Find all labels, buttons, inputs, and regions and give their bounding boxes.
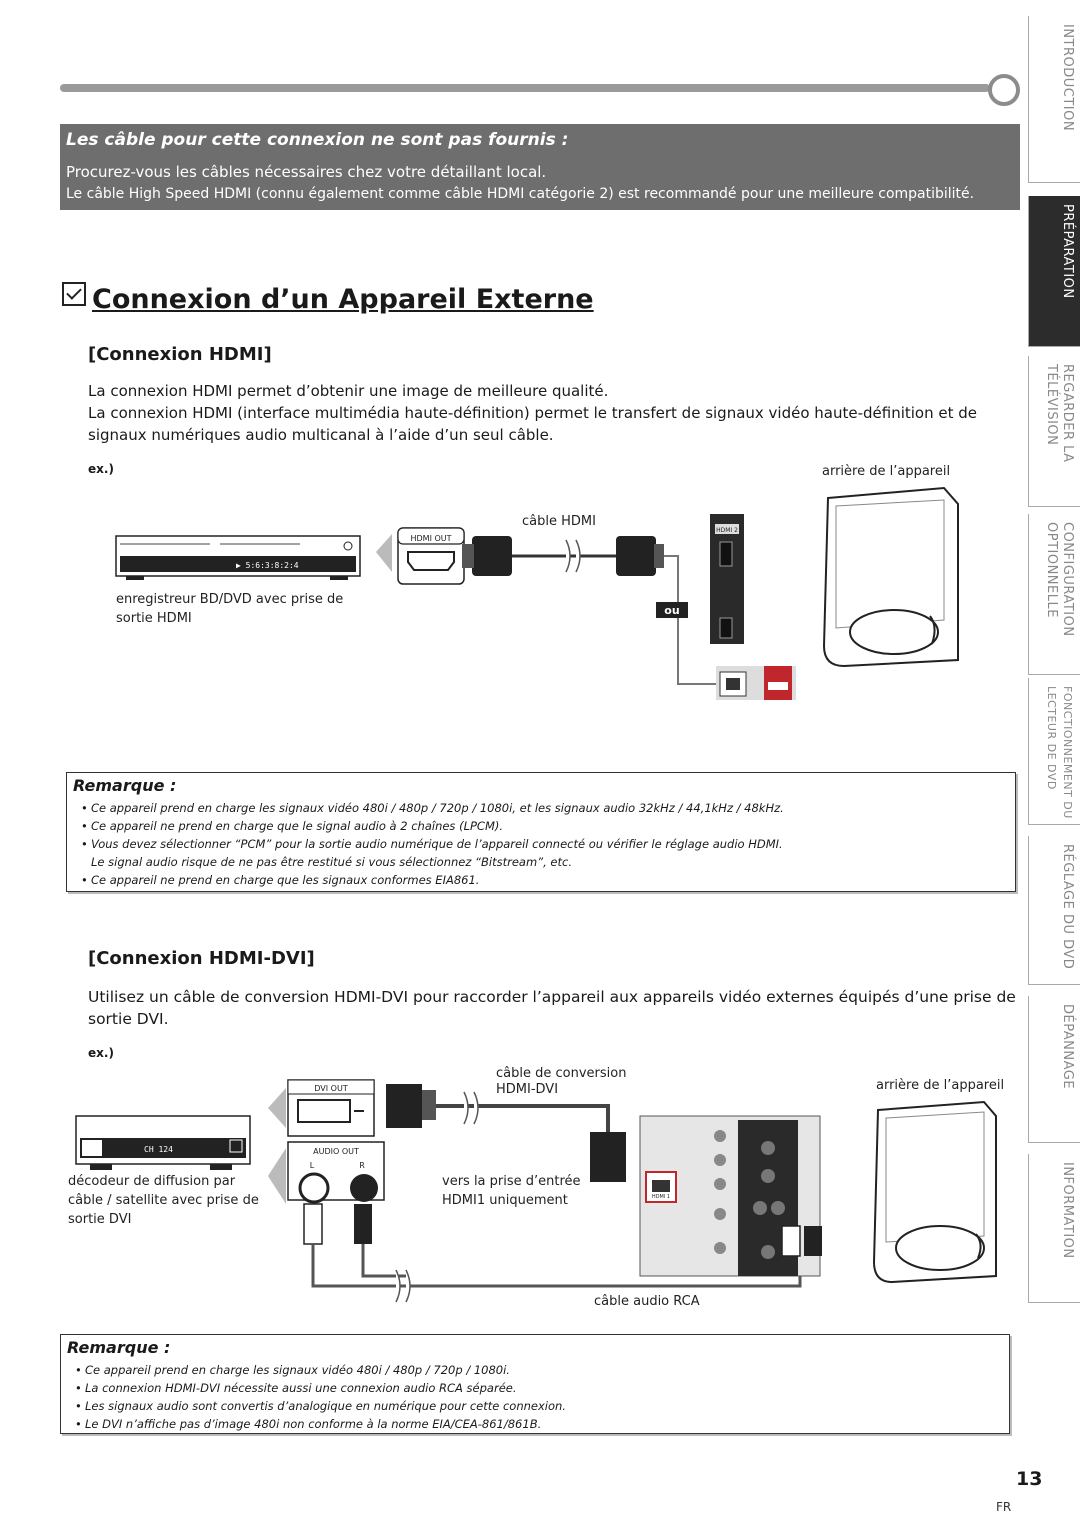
tv-silhouette bbox=[824, 488, 958, 666]
tab-configuration-optionnelle[interactable]: CONFIGURATION OPTIONNELLE bbox=[1028, 514, 1080, 675]
dvi-rear-label: arrière de l’appareil bbox=[876, 1078, 1005, 1093]
list-item: • Vous devez sélectionner “PCM” pour la sortie audio numérique de l’appareil connecté ou vérifier le réglage audio HDMI. bbox=[81, 837, 783, 851]
hdmi-out-port bbox=[398, 528, 464, 584]
dvi-out-port bbox=[288, 1080, 374, 1136]
remark-2-title: Remarque : bbox=[67, 1338, 171, 1357]
hdmi-plug-right bbox=[616, 536, 656, 576]
list-item: • Ce appareil ne prend en charge que les signaux conformes EIA861. bbox=[81, 873, 480, 887]
remark-box-2 bbox=[60, 1334, 1010, 1434]
banner-line-2: Le câble High Speed HDMI (connu également comme câble HDMI catégorie 2) est recommandé pour une meilleure compatibilité. bbox=[66, 186, 975, 202]
hdmi-subtitle: [Connexion HDMI] bbox=[88, 344, 272, 365]
remark-2-list bbox=[75, 1361, 566, 1433]
banner-line-1: Procurez-vous les câbles nécessaires chez votre détaillant local. bbox=[66, 163, 547, 181]
tab-information[interactable]: INFORMATION bbox=[1028, 1154, 1080, 1303]
section-title bbox=[62, 282, 594, 315]
tv-hdmi2-label: HDMI 2 bbox=[716, 527, 738, 534]
remark-1-title: Remarque : bbox=[73, 776, 177, 795]
tab-regarder-la-television[interactable]: REGARDER LA TÉLÉVISION bbox=[1028, 356, 1080, 507]
list-item: • Le DVI n’affiche pas d’image 480i non conforme à la norme EIA/CEA-861/861B. bbox=[75, 1417, 542, 1431]
hdmi-diagram bbox=[60, 470, 1020, 710]
hdmi-rear-label: arrière de l’appareil bbox=[822, 464, 951, 479]
list-item: Le signal audio risque de ne pas être restitué si vous sélectionnez “Bitstream”, etc. bbox=[91, 855, 572, 869]
hdmi-para-2: La connexion HDMI (interface multimédia haute-définition) permet le transfert de signaux vidéo haute-définition et de signaux numériques audio multicanal à l’aide d’un seul câble. bbox=[88, 404, 978, 444]
tab-depannage[interactable]: DÉPANNAGE bbox=[1028, 996, 1080, 1143]
dvi-input-label: vers la prise d’entrée HDMI1 uniquement bbox=[442, 1174, 581, 1208]
dvi-plug bbox=[386, 1084, 422, 1128]
pointer-wedge bbox=[376, 534, 392, 572]
tab-preparation[interactable]: PRÉPARATION bbox=[1028, 196, 1080, 347]
remark-1-list bbox=[81, 799, 784, 889]
language-code: FR bbox=[996, 1500, 1012, 1514]
audio-out-label: AUDIO OUT bbox=[313, 1147, 359, 1156]
tv-hdmi1-label: HDMI 1 bbox=[651, 1194, 671, 1200]
tab-fonctionnement-dvd[interactable]: FONCTIONNEMENT DU LECTEUR DE DVD bbox=[1028, 678, 1080, 825]
dvi-para: Utilisez un câble de conversion HDMI-DVI pour raccorder l’appareil aux appareils vidéo externes équipés d’une prise de sortie DVI. bbox=[88, 988, 1016, 1028]
list-item: • Ce appareil ne prend en charge que le signal audio à 2 chaînes (LPCM). bbox=[81, 819, 504, 833]
tv-silhouette-dvi bbox=[874, 1102, 996, 1282]
tv-hdmi1-port bbox=[716, 666, 796, 700]
checkbox-icon bbox=[62, 282, 86, 306]
tv-rear-panel bbox=[710, 514, 744, 644]
hdmi-device-label: enregistreur BD/DVD avec prise de sortie HDMI bbox=[116, 592, 344, 626]
hdmi-out-label: HDMI OUT bbox=[410, 534, 452, 543]
bd-dvd-recorder bbox=[116, 536, 360, 580]
cable-info-banner bbox=[60, 124, 1020, 210]
dvi-device-label: décodeur de diffusion par câble / satellite avec prise de sortie DVI bbox=[68, 1174, 259, 1227]
dvi-subtitle: [Connexion HDMI-DVI] bbox=[88, 948, 315, 969]
audio-out-port bbox=[288, 1142, 384, 1202]
recorder-display: ▶ 5:6:3:8:2:4 bbox=[236, 561, 299, 570]
dvi-cable-label-1: câble de conversion bbox=[496, 1066, 627, 1081]
rca-cable-label: câble audio RCA bbox=[594, 1294, 700, 1309]
stb-display: CH 124 bbox=[144, 1145, 173, 1154]
ou-text: ou bbox=[664, 604, 680, 617]
hdmi-plug bbox=[590, 1132, 626, 1182]
hdmi-cable-label: câble HDMI bbox=[522, 514, 596, 529]
audio-l-label: L bbox=[309, 1161, 315, 1170]
hdmi-plug-left bbox=[472, 536, 512, 576]
set-top-box bbox=[76, 1116, 250, 1170]
list-item: • Les signaux audio sont convertis d’analogique en numérique pour cette connexion. bbox=[75, 1399, 566, 1413]
page-number: 13 bbox=[1016, 1468, 1043, 1490]
hdmi-para-1: La connexion HDMI permet d’obtenir une image de meilleure qualité. bbox=[88, 382, 609, 400]
audio-r-label: R bbox=[359, 1161, 365, 1170]
remark-box-1 bbox=[66, 772, 1016, 892]
tab-reglage-du-dvd[interactable]: RÉGLAGE DU DVD bbox=[1028, 836, 1080, 985]
dvi-example-label: ex.) bbox=[88, 1046, 114, 1060]
section-title-text: Connexion d’un Appareil Externe bbox=[92, 284, 594, 315]
dvi-diagram bbox=[60, 1076, 1020, 1316]
rca-plug-white bbox=[304, 1204, 322, 1244]
tab-introduction[interactable]: INTRODUCTION bbox=[1028, 16, 1080, 183]
list-item: • Ce appareil prend en charge les signaux vidéo 480i / 480p / 720p / 1080i. bbox=[75, 1363, 510, 1377]
rca-plug-red bbox=[354, 1204, 372, 1244]
list-item: • Ce appareil prend en charge les signaux vidéo 480i / 480p / 720p / 1080i, et les signaux audio 32kHz / 44,1kHz / 48kHz. bbox=[81, 801, 784, 815]
dvi-cable-label-2: HDMI-DVI bbox=[496, 1082, 559, 1097]
top-rule bbox=[60, 84, 990, 92]
list-item: • La connexion HDMI-DVI nécessite aussi une connexion audio RCA séparée. bbox=[75, 1381, 517, 1395]
dvi-out-label: DVI OUT bbox=[314, 1084, 348, 1093]
banner-title: Les câble pour cette connexion ne sont pas fournis : bbox=[66, 130, 569, 150]
top-rule-circle bbox=[988, 74, 1020, 106]
hdmi-example-label: ex.) bbox=[88, 462, 114, 476]
